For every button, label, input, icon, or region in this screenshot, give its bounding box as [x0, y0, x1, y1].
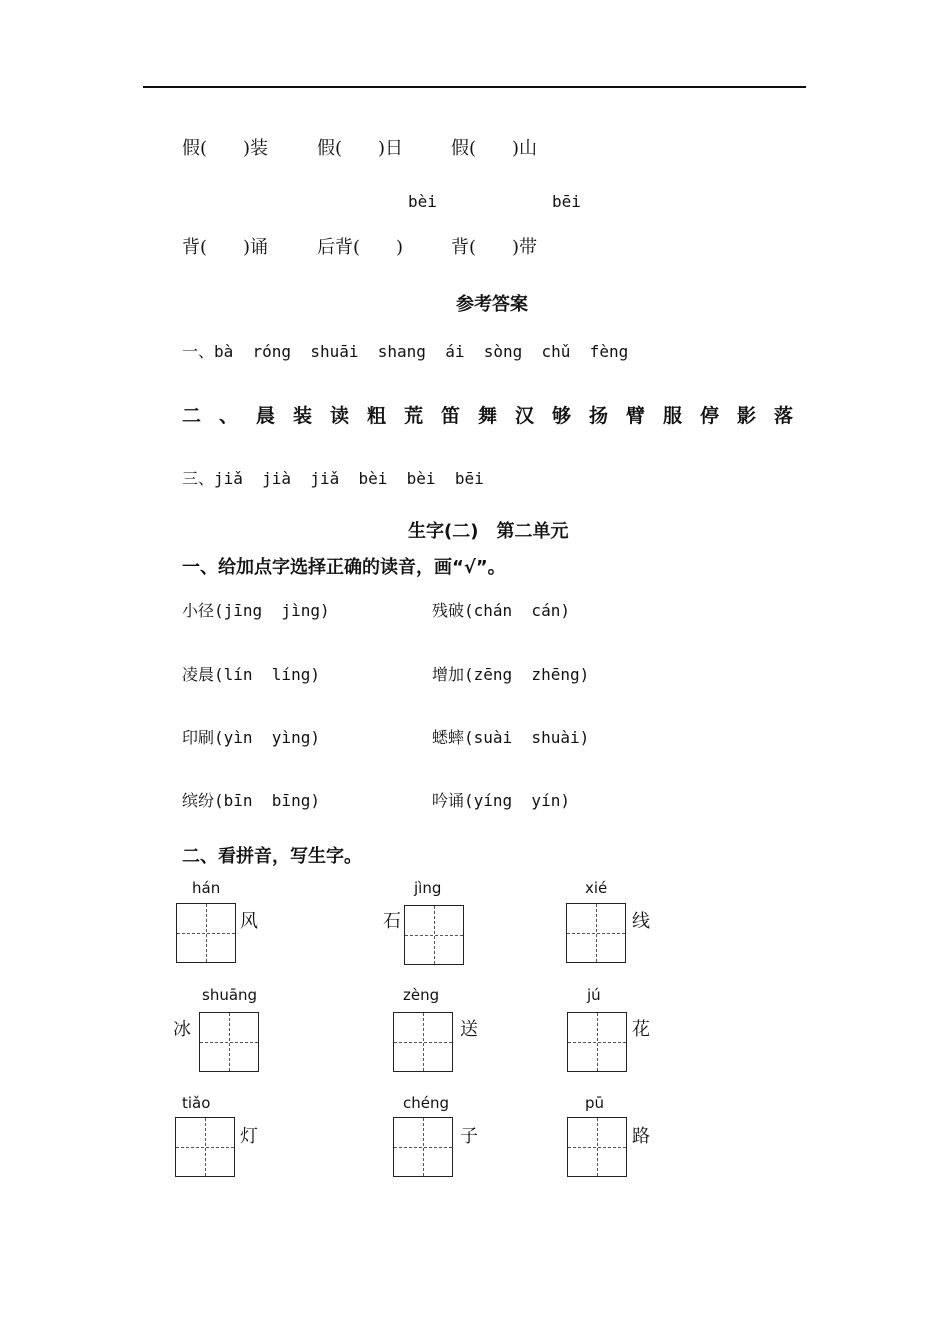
choice-item: 缤纷(bīn bīng): [182, 791, 320, 810]
grid-pinyin: jìng: [414, 879, 442, 897]
grid-char: 冰: [173, 1019, 191, 1040]
choice-item: 凌晨(lín líng): [182, 665, 320, 684]
fill-item: 假( )山: [451, 138, 538, 159]
grid-char: 送: [460, 1019, 478, 1040]
unit-title: 生字(二) 第二单元: [408, 521, 569, 542]
fill-item: 假( )装: [182, 138, 269, 159]
answer-3: 三、jiǎ jià jiǎ bèi bèi bēi: [182, 469, 484, 488]
grid-char: 路: [632, 1126, 650, 1147]
grid-pinyin: hán: [192, 879, 221, 897]
choice-item: 蟋蟀(suài shuài): [432, 728, 590, 747]
grid-char: 线: [632, 911, 650, 932]
header-rule: [143, 86, 806, 88]
choice-item: 吟诵(yíng yín): [432, 791, 570, 810]
writing-box[interactable]: [567, 1012, 627, 1072]
answer-2: 二、晨装读粗荒笛舞汉够扬臂服停影落: [182, 405, 812, 427]
grid-pinyin: jú: [587, 986, 601, 1004]
grid-char: 花: [632, 1019, 650, 1040]
grid-char: 子: [460, 1126, 478, 1147]
writing-box[interactable]: [566, 903, 626, 963]
answer-1: 一、bà róng shuāi shang ái sòng chǔ fèng: [182, 342, 629, 361]
choice-item: 印刷(yìn yìng): [182, 728, 320, 747]
grid-pinyin: chéng: [403, 1094, 450, 1112]
writing-box[interactable]: [567, 1117, 627, 1177]
fill-item: 背( )诵: [182, 237, 269, 258]
grid-char: 石: [383, 911, 401, 932]
fill-item: 背( )带: [451, 237, 538, 258]
answers-title: 参考答案: [456, 294, 528, 315]
grid-pinyin: pū: [585, 1094, 605, 1112]
grid-pinyin: shuāng: [202, 986, 258, 1004]
writing-box[interactable]: [176, 903, 236, 963]
grid-char: 灯: [240, 1126, 258, 1147]
writing-box[interactable]: [393, 1117, 453, 1177]
writing-box[interactable]: [199, 1012, 259, 1072]
writing-box[interactable]: [393, 1012, 453, 1072]
pinyin-hint: bèi: [408, 192, 437, 211]
fill-item: 假( )日: [317, 138, 404, 159]
grid-pinyin: xié: [585, 879, 608, 897]
grid-pinyin: tiǎo: [182, 1094, 211, 1112]
choice-item: 小径(jīng jìng): [182, 601, 330, 620]
choice-item: 增加(zēng zhēng): [432, 665, 590, 684]
grid-char: 风: [240, 911, 258, 932]
writing-box[interactable]: [175, 1117, 235, 1177]
question-2: 二、看拼音，写生字。: [182, 846, 362, 867]
fill-item: 后背( ): [317, 237, 404, 258]
question-1: 一、给加点字选择正确的读音，画“√”。: [182, 557, 506, 578]
pinyin-hint: bēi: [552, 192, 581, 211]
choice-item: 残破(chán cán): [432, 601, 570, 620]
writing-box[interactable]: [404, 905, 464, 965]
grid-pinyin: zèng: [403, 986, 440, 1004]
